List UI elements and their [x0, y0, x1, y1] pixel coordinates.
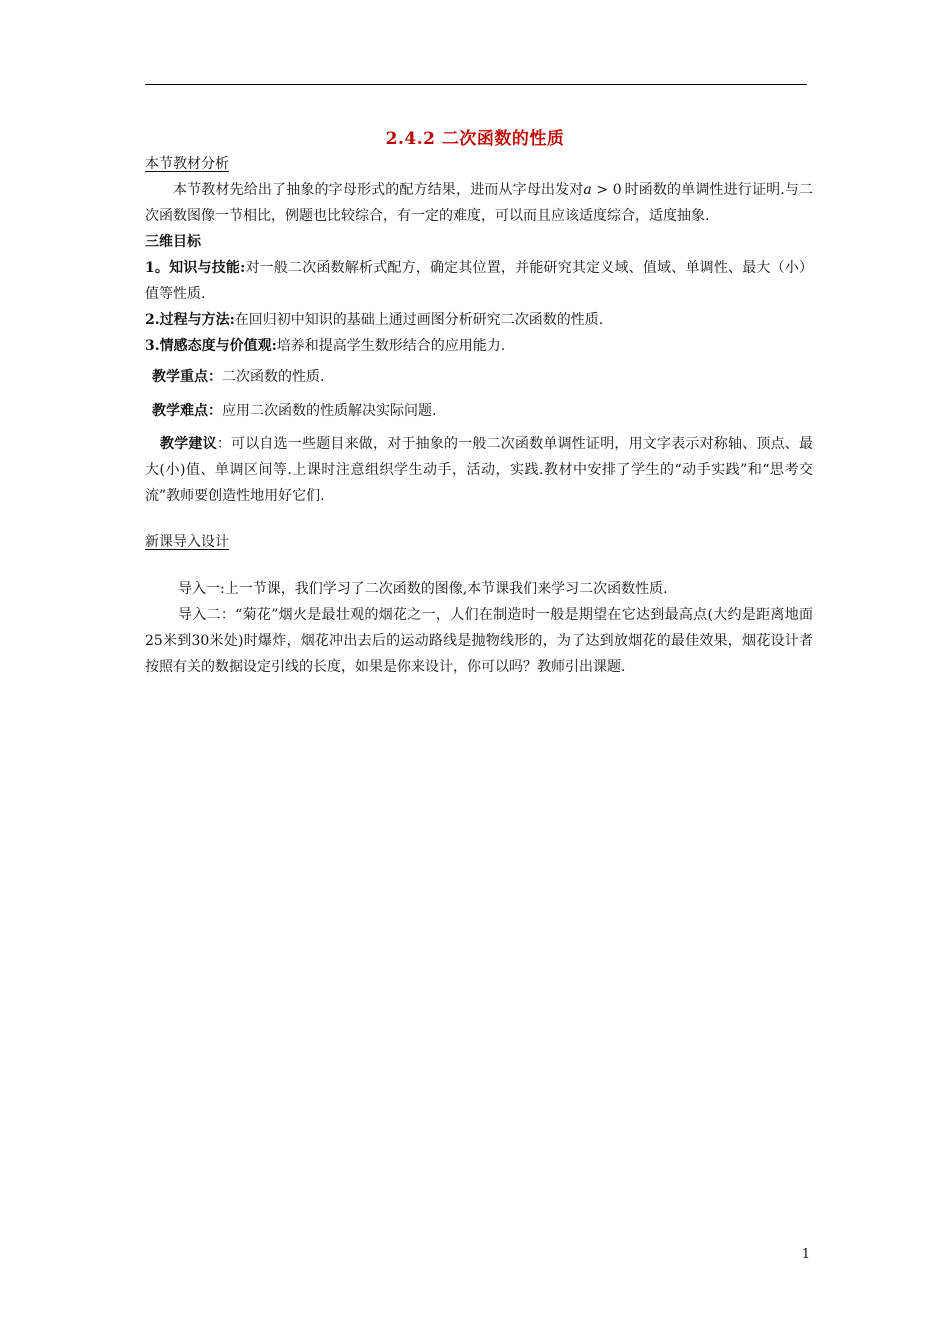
key-point: [145, 361, 813, 393]
math-variable: a: [583, 182, 592, 198]
objective-item: [145, 333, 813, 359]
objective-text: 对一般二次函数解析式配方，确定其位置，并能研究其定义域、值域、单调性、最大（小）值等性质.: [145, 260, 813, 302]
objective-item: [145, 307, 813, 333]
intro-block: [145, 576, 813, 680]
objective-label: 2.过程与方法:: [145, 312, 235, 328]
analysis-text-a: 本节教材先给出了抽象的字母形式的配方结果，进而从字母出发对: [173, 182, 584, 198]
objectives-heading: 三维目标: [145, 234, 201, 250]
analysis-text-b: 时函数的单调性进行证明.与二次函数图像一节相比，例题也比较综合，有一定的难度，可以而且应该适度综合，适度抽象.: [145, 182, 814, 224]
teaching-suggestion: [145, 431, 813, 509]
objective-text: 培养和提高学生数形结合的应用能力.: [276, 338, 506, 354]
key-point-text: 二次函数的性质.: [222, 369, 325, 385]
analysis-paragraph: [145, 177, 813, 229]
page-number: 1: [801, 1247, 810, 1262]
header-rule: [145, 84, 807, 85]
objective-label: 3.情感态度与价值观:: [145, 338, 277, 354]
key-point-label: 教学重点：: [152, 369, 222, 385]
suggestion-text: ：可以自选一些题目来做，对于抽象的一般二次函数单调性证明，用文字表示对称轴、顶点、最大(小)值、单调区间等.上课时注意组织学生动手，活动，实践.教材中安排了学生的“动手实践”和“思考交流”教师要创造性地用好它们.: [145, 436, 814, 504]
document-body: [145, 151, 813, 680]
suggestion-label: 教学建议: [160, 436, 217, 452]
new-lesson-heading: 新课导入设计: [145, 534, 229, 550]
analysis-heading: 本节教材分析: [145, 156, 229, 172]
intro-two: 导入二：“菊花”烟火是最壮观的烟花之一，人们在制造时一般是期望在它达到最高点(大约是距离地面25米到30米处)时爆炸，烟花冲出去后的运动路线是抛物线形的，为了达到放烟花的最佳效果，烟花设计者按照有关的数据设定引线的长度，如果是你来设计，你可以吗？教师引出课题.: [145, 607, 813, 675]
intro-one: 导入一:上一节课，我们学习了二次函数的图像,本节课我们来学习二次函数性质.: [178, 581, 668, 597]
math-condition: > 0: [591, 182, 622, 198]
page-title: 2.4.2 二次函数的性质: [385, 129, 565, 149]
difficulty-text: 应用二次函数的性质解决实际问题.: [222, 403, 437, 419]
objective-text: 在回归初中知识的基础上通过画图分析研究二次函数的性质.: [234, 312, 604, 328]
objective-label: 1。知识与技能:: [145, 260, 246, 276]
difficulty-label: 教学难点：: [152, 403, 222, 419]
objective-item: [145, 255, 813, 307]
difficulty-point: [145, 395, 813, 427]
